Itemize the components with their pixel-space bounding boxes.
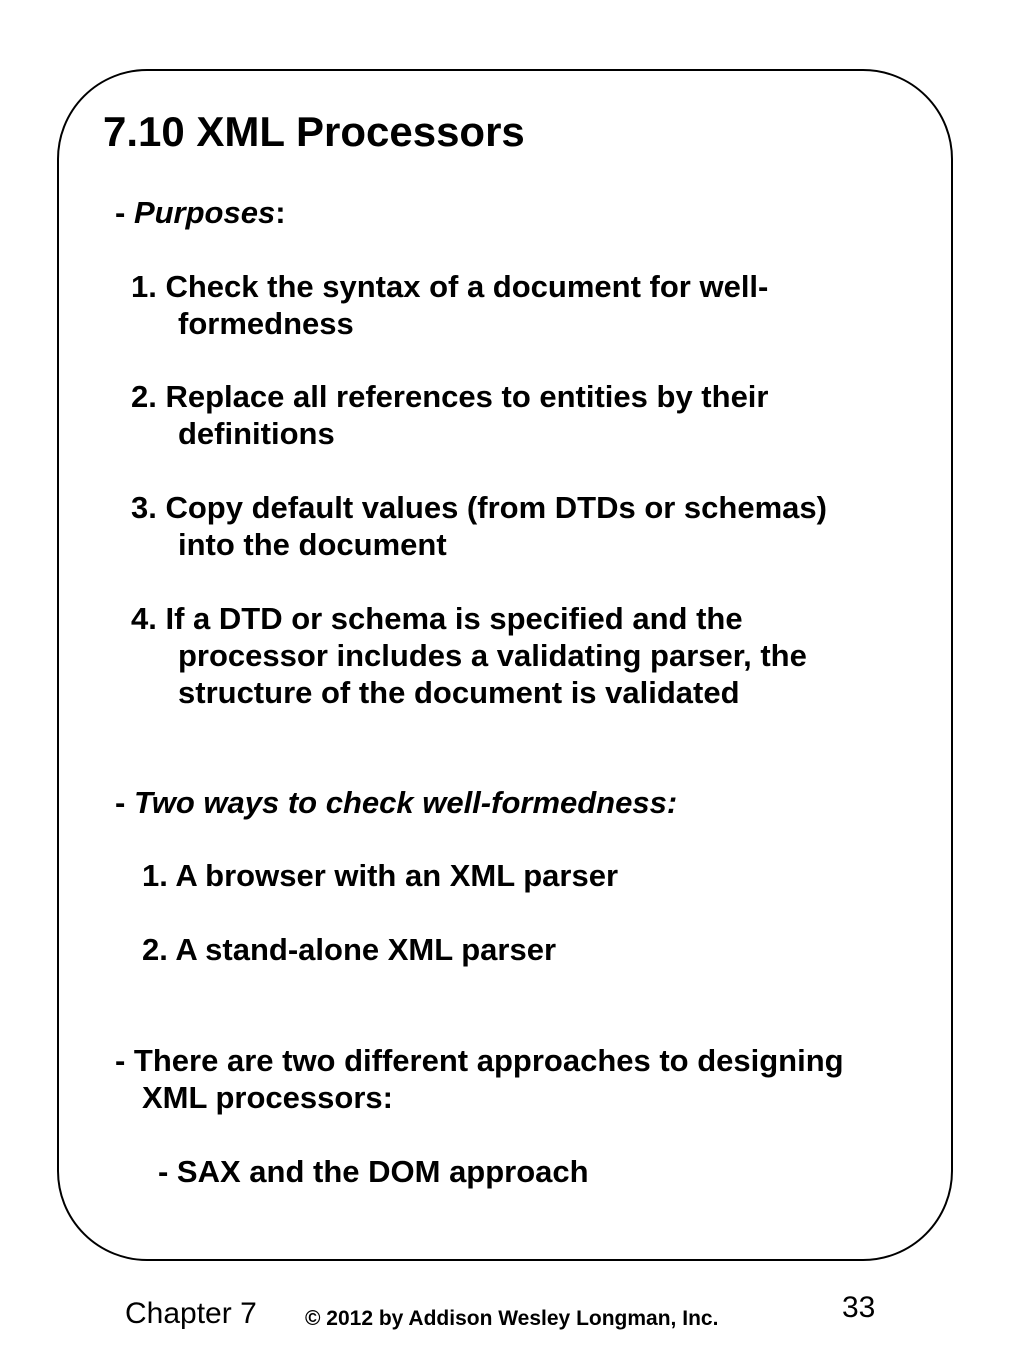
purpose-item-4-line-1: 4. If a DTD or schema is specified and the xyxy=(131,601,743,636)
purpose-item-2-line-1: 2. Replace all references to entities by their xyxy=(131,379,769,414)
wellformedness-item-2: 2. A stand-alone XML parser xyxy=(142,932,557,967)
purposes-dash: - xyxy=(115,195,134,230)
footer-chapter: Chapter 7 xyxy=(125,1297,257,1330)
approaches-line-1: - There are two different approaches to designing xyxy=(115,1043,844,1078)
page-number: 33 xyxy=(842,1291,876,1324)
purposes-heading xyxy=(115,194,286,231)
purpose-item-2-line-2: definitions xyxy=(178,416,335,451)
wellformedness-item-1: 1. A browser with an XML parser xyxy=(142,858,619,893)
approaches-sub-item: - SAX and the DOM approach xyxy=(158,1154,589,1189)
wellformedness-label: Two ways to check well-formedness: xyxy=(133,785,678,820)
footer-copyright: © 2012 by Addison Wesley Longman, Inc. xyxy=(305,1307,719,1330)
approaches-line-2: XML processors: xyxy=(142,1080,393,1115)
purpose-item-1-line-1: 1. Check the syntax of a document for well- xyxy=(131,269,769,304)
purpose-item-4-line-3: structure of the document is validated xyxy=(178,675,740,710)
wellformedness-heading xyxy=(115,784,677,821)
purpose-item-3-line-2: into the document xyxy=(178,527,447,562)
wellformedness-dash: - xyxy=(115,785,134,820)
slide-title: 7.10 XML Processors xyxy=(103,108,525,155)
purpose-item-1-line-2: formedness xyxy=(178,306,354,341)
purposes-colon: : xyxy=(275,195,286,230)
purposes-label: Purposes xyxy=(133,195,276,230)
purpose-item-3-line-1: 3. Copy default values (from DTDs or schemas) xyxy=(131,490,827,525)
purpose-item-4-line-2: processor includes a validating parser, the xyxy=(178,638,807,673)
